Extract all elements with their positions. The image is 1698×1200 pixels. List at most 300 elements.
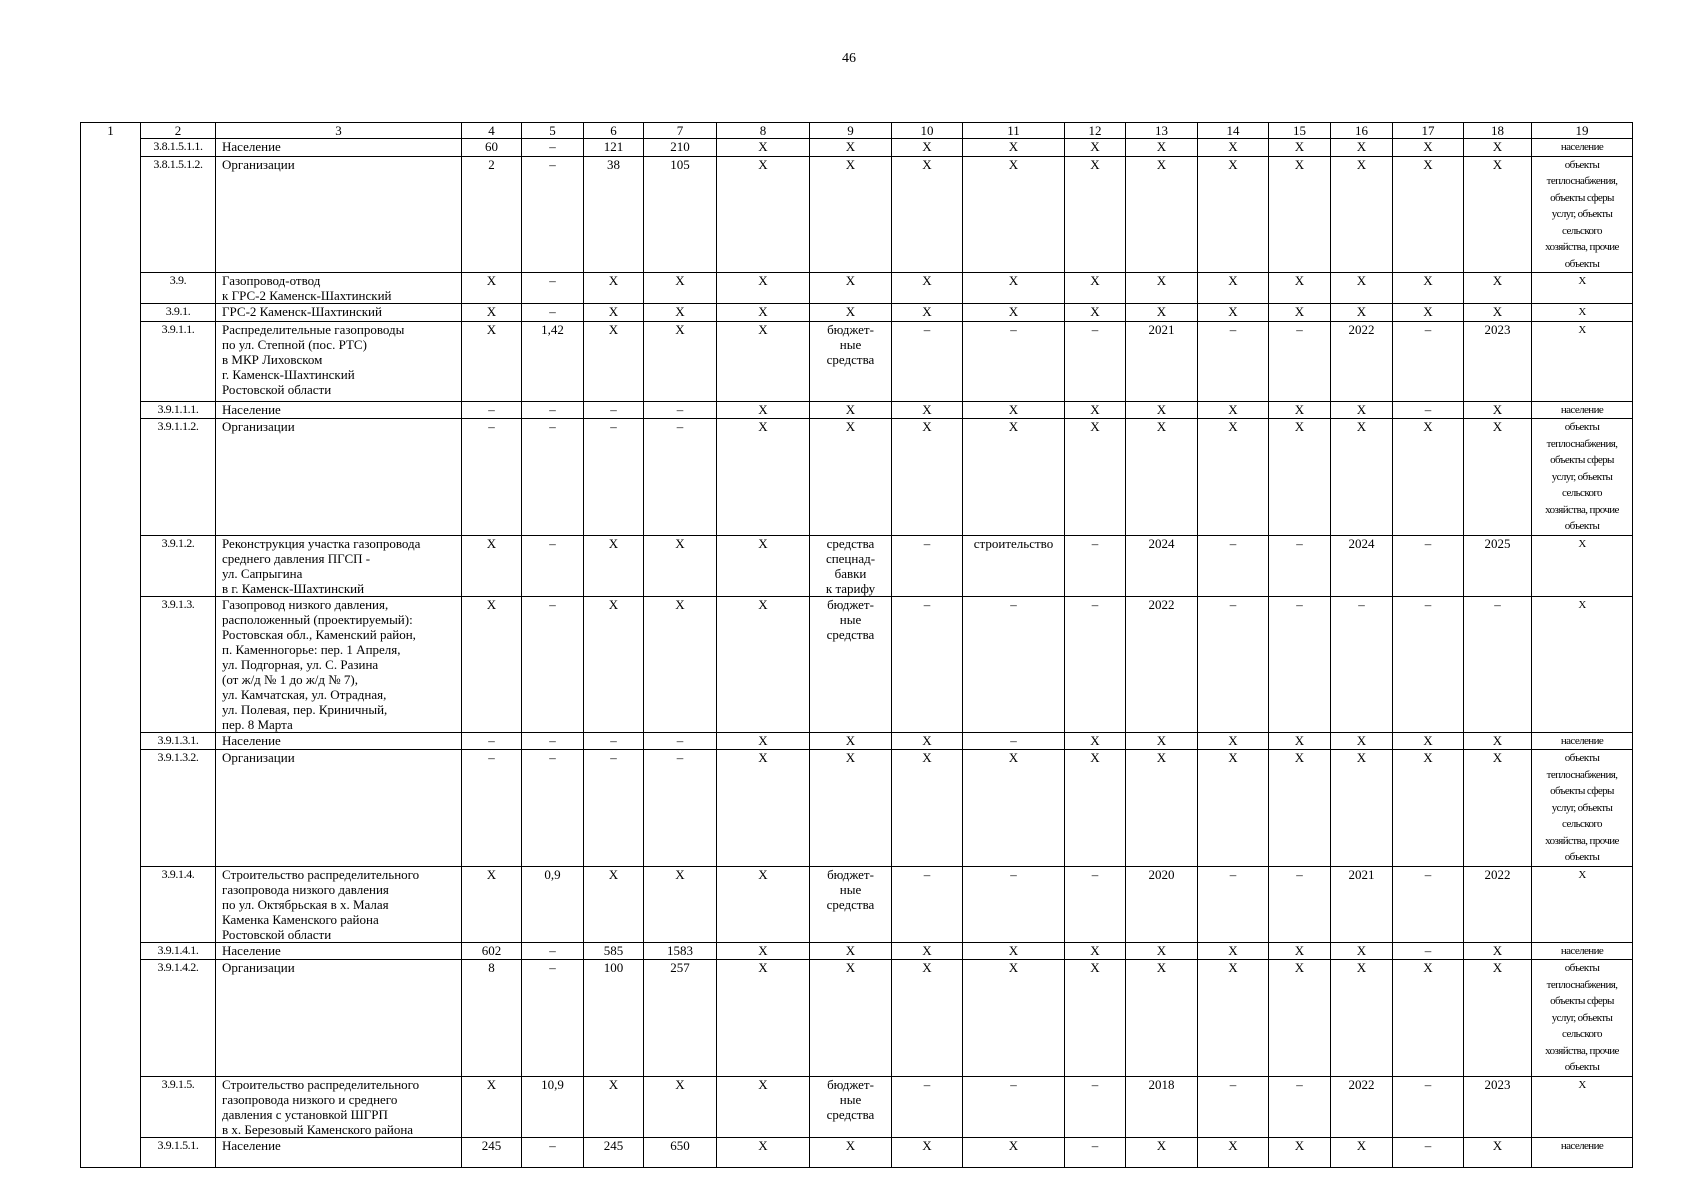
cell-c4: 245 xyxy=(462,1137,522,1167)
cell-c6: 121 xyxy=(584,139,644,157)
cell-c6: – xyxy=(584,750,644,867)
cell-c18: X xyxy=(1464,156,1532,273)
cell-c13: X xyxy=(1126,732,1198,750)
table-row xyxy=(81,1137,1633,1167)
cell-c13: X xyxy=(1126,419,1198,536)
cell-c14: X xyxy=(1198,419,1269,536)
table-row xyxy=(81,1076,1633,1137)
cell-c10: – xyxy=(892,596,963,732)
cell-c8: X xyxy=(717,535,810,596)
cell-c18: – xyxy=(1464,596,1532,732)
column-header: 15 xyxy=(1269,123,1331,139)
cell-c13: 2022 xyxy=(1126,596,1198,732)
table-row xyxy=(81,419,1633,536)
cell-c13: 2024 xyxy=(1126,535,1198,596)
cell-c5: 0,9 xyxy=(522,866,584,942)
row-number: 3.9. xyxy=(141,273,216,304)
cell-c5: – xyxy=(522,535,584,596)
cell-c6: X xyxy=(584,596,644,732)
funding-source-cell: X xyxy=(810,419,892,536)
cell-c11: X xyxy=(963,273,1065,304)
cell-c7: X xyxy=(644,273,717,304)
cell-c18: X xyxy=(1464,732,1532,750)
row-group-cell xyxy=(81,1076,141,1137)
column-header: 7 xyxy=(644,123,717,139)
row-number: 3.9.1.2. xyxy=(141,535,216,596)
cell-c16: X xyxy=(1331,750,1393,867)
cell-c12: X xyxy=(1065,273,1126,304)
cell-c16: X xyxy=(1331,960,1393,1077)
cell-c18: X xyxy=(1464,304,1532,322)
cell-c15: X xyxy=(1269,419,1331,536)
row-number: 3.9.1.5.1. xyxy=(141,1137,216,1167)
consumer-category-cell: X xyxy=(1532,304,1633,322)
table-row xyxy=(81,321,1633,401)
cell-c17: X xyxy=(1393,750,1464,867)
row-group-cell xyxy=(81,866,141,942)
cell-c5: – xyxy=(522,960,584,1077)
page-number: 46 xyxy=(842,51,856,66)
cell-c8: X xyxy=(717,139,810,157)
cell-c18: X xyxy=(1464,960,1532,1077)
cell-c14: – xyxy=(1198,866,1269,942)
funding-source-cell: X xyxy=(810,1137,892,1167)
cell-c10: – xyxy=(892,321,963,401)
data-table xyxy=(80,122,1633,1168)
table-row xyxy=(81,139,1633,157)
cell-c8: X xyxy=(717,942,810,960)
cell-c15: – xyxy=(1269,596,1331,732)
cell-c6: 585 xyxy=(584,942,644,960)
cell-c16: X xyxy=(1331,732,1393,750)
cell-c14: X xyxy=(1198,304,1269,322)
cell-c15: X xyxy=(1269,156,1331,273)
cell-c15: X xyxy=(1269,273,1331,304)
funding-source-cell: X xyxy=(810,304,892,322)
cell-c8: X xyxy=(717,321,810,401)
cell-c15: X xyxy=(1269,1137,1331,1167)
cell-c12: X xyxy=(1065,942,1126,960)
cell-c14: – xyxy=(1198,321,1269,401)
funding-source-cell: X xyxy=(810,942,892,960)
cell-c6: – xyxy=(584,401,644,419)
cell-c18: X xyxy=(1464,419,1532,536)
cell-c18: 2022 xyxy=(1464,866,1532,942)
cell-c16: 2022 xyxy=(1331,1076,1393,1137)
cell-c12: – xyxy=(1065,1137,1126,1167)
cell-c4: 60 xyxy=(462,139,522,157)
cell-c10: X xyxy=(892,304,963,322)
cell-c5: – xyxy=(522,1137,584,1167)
cell-c11: X xyxy=(963,304,1065,322)
column-header: 3 xyxy=(216,123,462,139)
cell-c4: X xyxy=(462,596,522,732)
cell-c10: – xyxy=(892,1076,963,1137)
cell-c16: X xyxy=(1331,156,1393,273)
funding-source-cell: средства спецнад- бавки к тарифу xyxy=(810,535,892,596)
cell-c13: X xyxy=(1126,304,1198,322)
row-group-cell xyxy=(81,156,141,273)
cell-c8: X xyxy=(717,1137,810,1167)
column-header: 1 xyxy=(81,123,141,139)
cell-c14: X xyxy=(1198,273,1269,304)
cell-c8: X xyxy=(717,732,810,750)
cell-c12: X xyxy=(1065,960,1126,1077)
cell-c5: 1,42 xyxy=(522,321,584,401)
consumer-category-cell: население xyxy=(1532,942,1633,960)
column-header: 4 xyxy=(462,123,522,139)
cell-c18: X xyxy=(1464,1137,1532,1167)
table-row xyxy=(81,942,1633,960)
cell-c13: 2021 xyxy=(1126,321,1198,401)
cell-c5: – xyxy=(522,156,584,273)
row-group-cell xyxy=(81,732,141,750)
row-number: 3.9.1.3.1. xyxy=(141,732,216,750)
cell-c7: – xyxy=(644,750,717,867)
cell-c10: X xyxy=(892,139,963,157)
cell-c6: X xyxy=(584,1076,644,1137)
consumer-category-cell: население xyxy=(1532,401,1633,419)
cell-c8: X xyxy=(717,304,810,322)
cell-c6: 100 xyxy=(584,960,644,1077)
cell-c11: X xyxy=(963,419,1065,536)
table-row xyxy=(81,401,1633,419)
cell-c16: X xyxy=(1331,304,1393,322)
cell-c10: X xyxy=(892,732,963,750)
cell-c15: – xyxy=(1269,535,1331,596)
cell-c12: – xyxy=(1065,535,1126,596)
row-name: Строительство распределительного газопровода низкого давления по ул. Октябрьская в х. Малая Каменка Каменского района Ростовской области xyxy=(216,866,462,942)
cell-c13: X xyxy=(1126,1137,1198,1167)
cell-c4: – xyxy=(462,750,522,867)
cell-c4: 602 xyxy=(462,942,522,960)
row-name: Население xyxy=(216,401,462,419)
cell-c11: X xyxy=(963,1137,1065,1167)
cell-c17: X xyxy=(1393,304,1464,322)
cell-c16: – xyxy=(1331,596,1393,732)
consumer-category-cell: X xyxy=(1532,321,1633,401)
row-number: 3.9.1.1.1. xyxy=(141,401,216,419)
cell-c4: 2 xyxy=(462,156,522,273)
cell-c10: X xyxy=(892,1137,963,1167)
cell-c10: – xyxy=(892,535,963,596)
row-number: 3.8.1.5.1.2. xyxy=(141,156,216,273)
row-name: Население xyxy=(216,732,462,750)
cell-c11: строительство xyxy=(963,535,1065,596)
funding-source-cell: X xyxy=(810,273,892,304)
cell-c4: X xyxy=(462,1076,522,1137)
cell-c7: – xyxy=(644,732,717,750)
cell-c11: – xyxy=(963,321,1065,401)
table-row xyxy=(81,866,1633,942)
cell-c13: X xyxy=(1126,139,1198,157)
cell-c17: X xyxy=(1393,419,1464,536)
cell-c15: – xyxy=(1269,1076,1331,1137)
cell-c11: – xyxy=(963,596,1065,732)
table-row xyxy=(81,535,1633,596)
cell-c6: 245 xyxy=(584,1137,644,1167)
cell-c8: X xyxy=(717,750,810,867)
row-name: Население xyxy=(216,1137,462,1167)
row-number: 3.9.1.4. xyxy=(141,866,216,942)
table-row xyxy=(81,156,1633,273)
funding-source-cell: бюджет- ные средства xyxy=(810,321,892,401)
cell-c17: – xyxy=(1393,942,1464,960)
cell-c4: X xyxy=(462,866,522,942)
column-header: 19 xyxy=(1532,123,1633,139)
row-number: 3.9.1.3. xyxy=(141,596,216,732)
cell-c17: – xyxy=(1393,596,1464,732)
consumer-category-cell: X xyxy=(1532,273,1633,304)
cell-c16: X xyxy=(1331,419,1393,536)
cell-c17: – xyxy=(1393,321,1464,401)
consumer-category-cell: население xyxy=(1532,732,1633,750)
cell-c11: – xyxy=(963,866,1065,942)
cell-c5: – xyxy=(522,732,584,750)
column-header: 6 xyxy=(584,123,644,139)
cell-c5: – xyxy=(522,304,584,322)
cell-c17: X xyxy=(1393,273,1464,304)
table-row xyxy=(81,596,1633,732)
column-header: 5 xyxy=(522,123,584,139)
row-group-cell xyxy=(81,1137,141,1167)
cell-c17: – xyxy=(1393,535,1464,596)
cell-c6: 38 xyxy=(584,156,644,273)
cell-c12: X xyxy=(1065,304,1126,322)
table-row xyxy=(81,273,1633,304)
cell-c14: X xyxy=(1198,732,1269,750)
cell-c11: X xyxy=(963,139,1065,157)
row-name: Организации xyxy=(216,960,462,1077)
table-row xyxy=(81,750,1633,867)
cell-c14: X xyxy=(1198,156,1269,273)
cell-c7: X xyxy=(644,321,717,401)
row-number: 3.9.1.1. xyxy=(141,321,216,401)
column-header: 16 xyxy=(1331,123,1393,139)
column-header: 14 xyxy=(1198,123,1269,139)
cell-c14: X xyxy=(1198,960,1269,1077)
column-header: 8 xyxy=(717,123,810,139)
cell-c14: – xyxy=(1198,535,1269,596)
cell-c6: X xyxy=(584,866,644,942)
cell-c4: X xyxy=(462,321,522,401)
cell-c8: X xyxy=(717,866,810,942)
cell-c13: X xyxy=(1126,273,1198,304)
table-row xyxy=(81,960,1633,1077)
cell-c10: X xyxy=(892,942,963,960)
cell-c14: – xyxy=(1198,596,1269,732)
row-group-cell xyxy=(81,535,141,596)
funding-source-cell: бюджет- ные средства xyxy=(810,866,892,942)
row-group-cell xyxy=(81,321,141,401)
row-group-cell xyxy=(81,960,141,1077)
consumer-category-cell: объекты теплоснабжения, объекты сферы услуг, объекты сельского хозяйства, прочие объекты xyxy=(1532,960,1633,1077)
cell-c11: – xyxy=(963,1076,1065,1137)
row-group-cell xyxy=(81,942,141,960)
cell-c6: X xyxy=(584,535,644,596)
cell-c16: X xyxy=(1331,401,1393,419)
cell-c7: 257 xyxy=(644,960,717,1077)
cell-c18: X xyxy=(1464,273,1532,304)
cell-c10: X xyxy=(892,750,963,867)
column-header: 13 xyxy=(1126,123,1198,139)
cell-c13: X xyxy=(1126,960,1198,1077)
cell-c14: X xyxy=(1198,401,1269,419)
cell-c14: – xyxy=(1198,1076,1269,1137)
cell-c4: X xyxy=(462,273,522,304)
cell-c17: – xyxy=(1393,1076,1464,1137)
cell-c11: X xyxy=(963,942,1065,960)
cell-c16: 2022 xyxy=(1331,321,1393,401)
cell-c7: X xyxy=(644,304,717,322)
cell-c13: X xyxy=(1126,401,1198,419)
row-name: Газопровод-отвод к ГРС-2 Каменск-Шахтинский xyxy=(216,273,462,304)
cell-c4: – xyxy=(462,732,522,750)
cell-c4: X xyxy=(462,304,522,322)
cell-c12: X xyxy=(1065,732,1126,750)
row-group-cell xyxy=(81,139,141,157)
cell-c13: 2018 xyxy=(1126,1076,1198,1137)
cell-c8: X xyxy=(717,419,810,536)
cell-c8: X xyxy=(717,273,810,304)
table-row xyxy=(81,304,1633,322)
cell-c5: – xyxy=(522,596,584,732)
cell-c17: X xyxy=(1393,732,1464,750)
cell-c18: 2023 xyxy=(1464,321,1532,401)
cell-c7: X xyxy=(644,1076,717,1137)
column-header: 11 xyxy=(963,123,1065,139)
consumer-category-cell: X xyxy=(1532,596,1633,732)
row-name: Население xyxy=(216,139,462,157)
cell-c5: – xyxy=(522,401,584,419)
funding-source-cell: бюджет- ные средства xyxy=(810,1076,892,1137)
row-group-cell xyxy=(81,419,141,536)
cell-c8: X xyxy=(717,156,810,273)
cell-c12: X xyxy=(1065,401,1126,419)
row-group-cell xyxy=(81,596,141,732)
cell-c17: – xyxy=(1393,866,1464,942)
cell-c18: X xyxy=(1464,750,1532,867)
cell-c7: 1583 xyxy=(644,942,717,960)
cell-c15: X xyxy=(1269,942,1331,960)
header-row xyxy=(81,123,1633,139)
row-name: Население xyxy=(216,942,462,960)
cell-c16: 2024 xyxy=(1331,535,1393,596)
consumer-category-cell: объекты теплоснабжения, объекты сферы услуг, объекты сельского хозяйства, прочие объекты xyxy=(1532,750,1633,867)
row-group-cell xyxy=(81,273,141,304)
column-header: 2 xyxy=(141,123,216,139)
cell-c16: X xyxy=(1331,942,1393,960)
cell-c7: – xyxy=(644,401,717,419)
cell-c18: 2023 xyxy=(1464,1076,1532,1137)
cell-c12: – xyxy=(1065,596,1126,732)
cell-c6: X xyxy=(584,273,644,304)
cell-c12: – xyxy=(1065,866,1126,942)
cell-c12: – xyxy=(1065,321,1126,401)
cell-c13: X xyxy=(1126,156,1198,273)
funding-source-cell: X xyxy=(810,401,892,419)
row-number: 3.9.1. xyxy=(141,304,216,322)
cell-c18: X xyxy=(1464,942,1532,960)
column-header: 9 xyxy=(810,123,892,139)
cell-c6: – xyxy=(584,732,644,750)
cell-c17: – xyxy=(1393,1137,1464,1167)
cell-c10: X xyxy=(892,401,963,419)
cell-c12: X xyxy=(1065,156,1126,273)
consumer-category-cell: X xyxy=(1532,535,1633,596)
cell-c7: X xyxy=(644,535,717,596)
cell-c15: X xyxy=(1269,960,1331,1077)
cell-c12: – xyxy=(1065,1076,1126,1137)
cell-c5: – xyxy=(522,750,584,867)
cell-c13: 2020 xyxy=(1126,866,1198,942)
consumer-category-cell: X xyxy=(1532,866,1633,942)
cell-c15: – xyxy=(1269,866,1331,942)
funding-source-cell: X xyxy=(810,960,892,1077)
funding-source-cell: X xyxy=(810,750,892,867)
cell-c7: 210 xyxy=(644,139,717,157)
row-name: ГРС-2 Каменск-Шахтинский xyxy=(216,304,462,322)
cell-c7: X xyxy=(644,596,717,732)
cell-c14: X xyxy=(1198,139,1269,157)
cell-c14: X xyxy=(1198,1137,1269,1167)
cell-c14: X xyxy=(1198,942,1269,960)
cell-c8: X xyxy=(717,596,810,732)
column-header: 10 xyxy=(892,123,963,139)
cell-c12: X xyxy=(1065,419,1126,536)
cell-c15: – xyxy=(1269,321,1331,401)
cell-c7: 105 xyxy=(644,156,717,273)
cell-c17: X xyxy=(1393,960,1464,1077)
cell-c15: X xyxy=(1269,750,1331,867)
row-group-cell xyxy=(81,401,141,419)
cell-c18: X xyxy=(1464,139,1532,157)
cell-c11: X xyxy=(963,156,1065,273)
row-group-cell xyxy=(81,750,141,867)
row-number: 3.8.1.5.1.1. xyxy=(141,139,216,157)
cell-c10: X xyxy=(892,273,963,304)
consumer-category-cell: объекты теплоснабжения, объекты сферы услуг, объекты сельского хозяйства, прочие объекты xyxy=(1532,419,1633,536)
cell-c5: 10,9 xyxy=(522,1076,584,1137)
cell-c18: 2025 xyxy=(1464,535,1532,596)
cell-c10: – xyxy=(892,866,963,942)
cell-c17: – xyxy=(1393,401,1464,419)
cell-c13: X xyxy=(1126,750,1198,867)
row-number: 3.9.1.4.2. xyxy=(141,960,216,1077)
column-header: 17 xyxy=(1393,123,1464,139)
cell-c18: X xyxy=(1464,401,1532,419)
row-name: Организации xyxy=(216,750,462,867)
cell-c8: X xyxy=(717,1076,810,1137)
cell-c5: – xyxy=(522,273,584,304)
row-name: Газопровод низкого давления, расположенный (проектируемый): Ростовская обл., Каменский район, п. Каменногорье: пер. 1 Апреля, ул. Подгорная, ул. С. Разина (от ж/д № 1 до ж/д № 7), ул. Камчатская, ул. Отрадная, ул. Полевая, пер. Криничный, пер. 8 Марта xyxy=(216,596,462,732)
cell-c12: X xyxy=(1065,750,1126,867)
cell-c15: X xyxy=(1269,732,1331,750)
row-number: 3.9.1.5. xyxy=(141,1076,216,1137)
cell-c10: X xyxy=(892,156,963,273)
cell-c11: X xyxy=(963,401,1065,419)
cell-c5: – xyxy=(522,942,584,960)
cell-c7: 650 xyxy=(644,1137,717,1167)
cell-c4: 8 xyxy=(462,960,522,1077)
cell-c11: X xyxy=(963,750,1065,867)
cell-c12: X xyxy=(1065,139,1126,157)
row-name: Организации xyxy=(216,156,462,273)
cell-c6: X xyxy=(584,321,644,401)
cell-c11: X xyxy=(963,960,1065,1077)
row-group-cell xyxy=(81,304,141,322)
funding-source-cell: бюджет- ные средства xyxy=(810,596,892,732)
